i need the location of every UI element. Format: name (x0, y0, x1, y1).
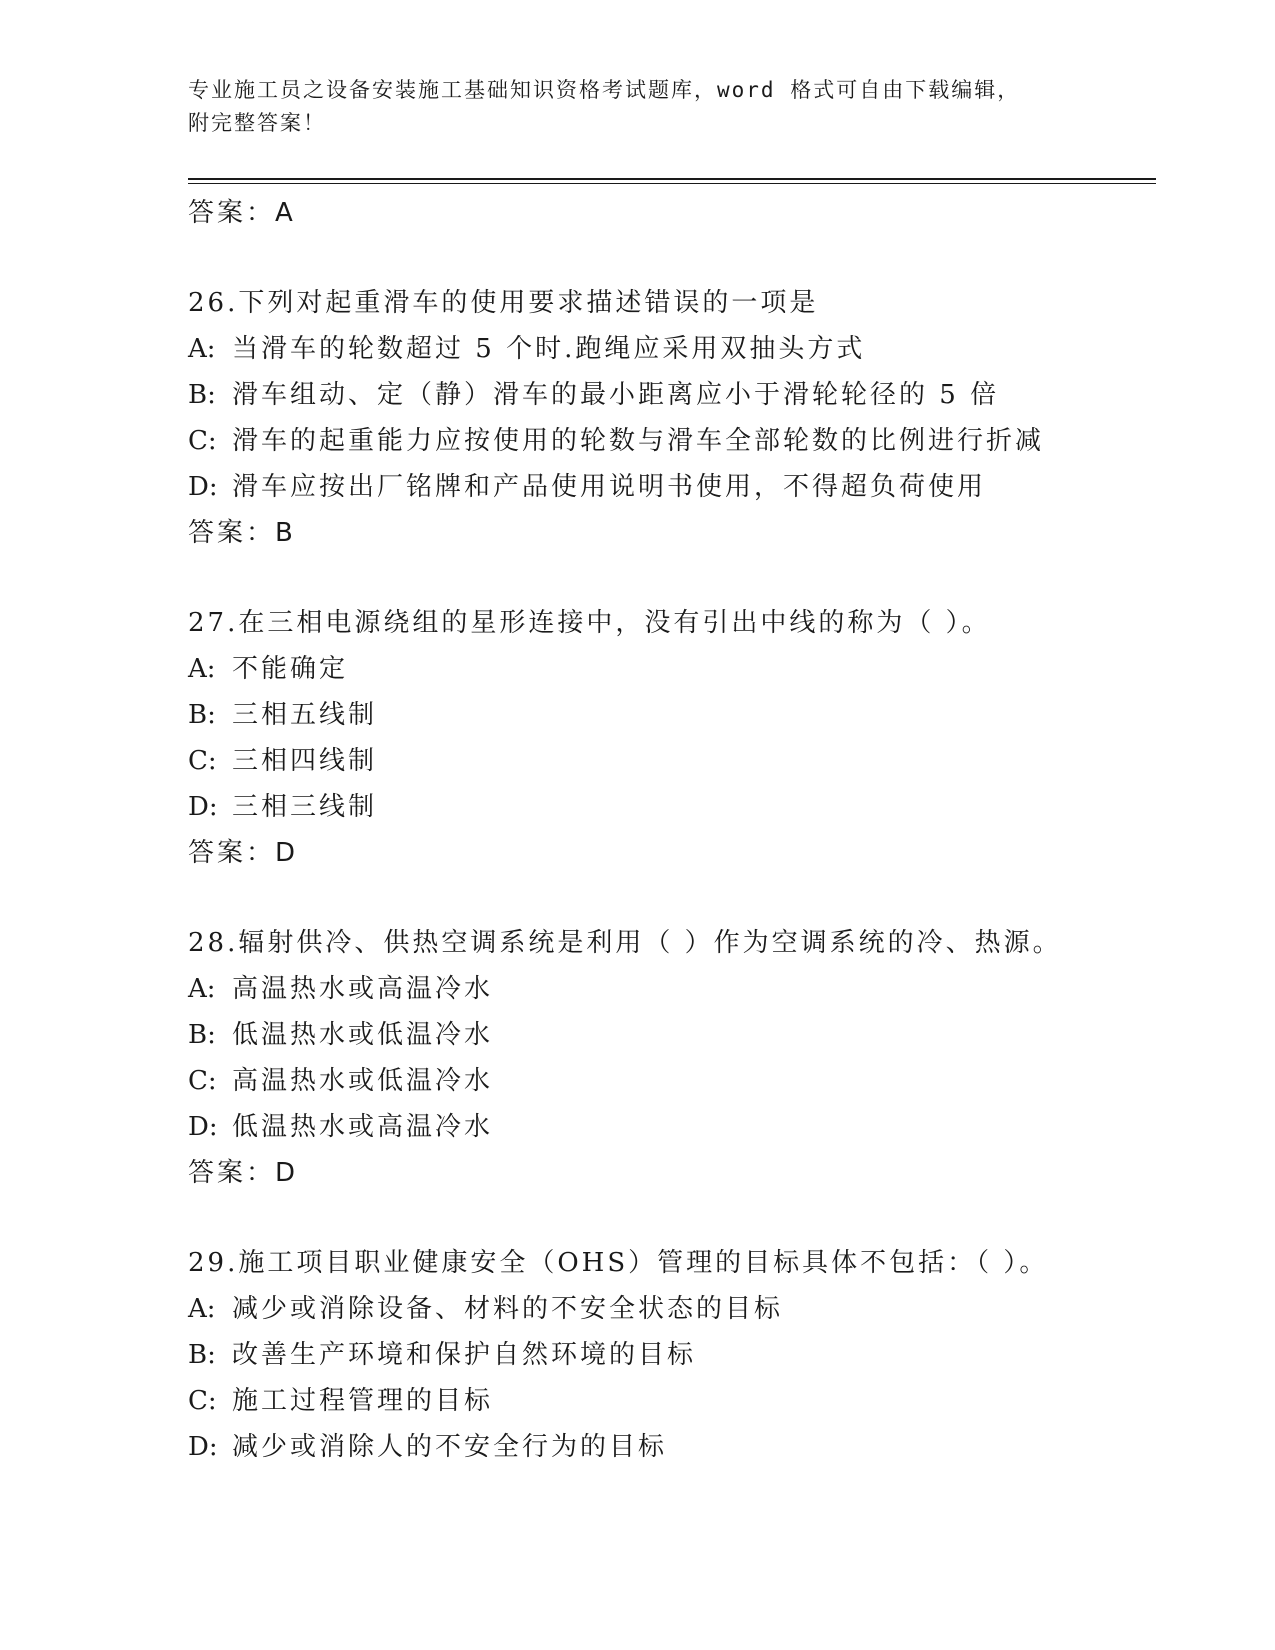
option-key: A: (188, 1294, 216, 1324)
option-d (188, 1424, 1156, 1470)
header-line-2: 附完整答案！ (188, 111, 326, 135)
option-b (188, 1332, 1156, 1378)
option-d (188, 784, 1156, 830)
header-line-1: 专业施工员之设备安装施工基础知识资格考试题库，word 格式可自由下载编辑， (188, 78, 1021, 102)
question-26 (188, 280, 1156, 556)
option-a (188, 966, 1156, 1012)
answer-value: A (275, 198, 294, 228)
answer-label: 答案： (188, 1158, 276, 1188)
option-text: 三相五线制 (232, 700, 378, 730)
answer-label: 答案： (188, 198, 276, 228)
option-c (188, 1058, 1156, 1104)
option-d (188, 1104, 1156, 1150)
option-c (188, 1378, 1156, 1424)
answer-label: 答案： (188, 518, 276, 548)
option-key: B: (188, 1020, 216, 1050)
option-key: C: (188, 426, 217, 456)
option-text: 滑车组动、定（静）滑车的最小距离应小于滑轮轮径的 5 倍 (232, 380, 1000, 410)
answer-line (188, 1150, 1156, 1196)
option-key: A: (188, 654, 216, 684)
answer-value: B (275, 518, 294, 548)
option-key: B: (188, 380, 216, 410)
option-text: 改善生产环境和保护自然环境的目标 (232, 1340, 697, 1370)
option-a (188, 326, 1156, 372)
question-list (188, 190, 1156, 1470)
previous-answer (188, 190, 1156, 236)
option-text: 当滑车的轮数超过 5 个时.跑绳应采用双抽头方式 (232, 334, 866, 364)
option-text: 三相四线制 (232, 746, 378, 776)
answer-value: D (275, 1158, 297, 1188)
question-stem: 29.施工项目职业健康安全（OHS）管理的目标具体不包括：（ ）。 (188, 1248, 1049, 1278)
option-d (188, 464, 1156, 510)
question-28 (188, 920, 1156, 1196)
header-rule-thick (188, 178, 1156, 180)
option-key: A: (188, 334, 216, 364)
option-b (188, 372, 1156, 418)
option-text: 低温热水或低温冷水 (232, 1020, 494, 1050)
option-c (188, 738, 1156, 784)
answer-line (188, 510, 1156, 556)
option-b (188, 692, 1156, 738)
option-a (188, 646, 1156, 692)
answer-value: D (275, 838, 297, 868)
option-key: D: (188, 1432, 218, 1462)
answer-line (188, 830, 1156, 876)
option-b (188, 1012, 1156, 1058)
option-a (188, 1286, 1156, 1332)
header-rule-thin (188, 183, 1156, 184)
option-text: 高温热水或高温冷水 (232, 974, 494, 1004)
answer-label: 答案： (188, 838, 276, 868)
option-text: 减少或消除人的不安全行为的目标 (232, 1432, 668, 1462)
option-key: D: (188, 1112, 218, 1142)
option-text: 滑车的起重能力应按使用的轮数与滑车全部轮数的比例进行折减 (232, 426, 1045, 456)
option-key: C: (188, 1066, 217, 1096)
option-key: C: (188, 746, 217, 776)
option-text: 减少或消除设备、材料的不安全状态的目标 (232, 1294, 784, 1324)
option-text: 不能确定 (232, 654, 349, 684)
option-text: 三相三线制 (232, 792, 378, 822)
option-text: 施工过程管理的目标 (232, 1386, 494, 1416)
option-key: A: (188, 974, 216, 1004)
question-stem: 26.下列对起重滑车的使用要求描述错误的一项是 (188, 288, 819, 318)
question-stem: 28.辐射供冷、供热空调系统是利用（ ）作为空调系统的冷、热源。 (188, 928, 1062, 958)
question-29 (188, 1240, 1156, 1470)
document-header (188, 74, 1088, 140)
option-key: B: (188, 1340, 216, 1370)
option-key: B: (188, 700, 216, 730)
question-stem: 27.在三相电源绕组的星形连接中，没有引出中线的称为（ ）。 (188, 608, 991, 638)
question-27 (188, 600, 1156, 876)
option-text: 低温热水或高温冷水 (232, 1112, 494, 1142)
option-text: 高温热水或低温冷水 (232, 1066, 494, 1096)
option-key: D: (188, 472, 218, 502)
option-key: C: (188, 1386, 217, 1416)
option-c (188, 418, 1156, 464)
option-text: 滑车应按出厂铭牌和产品使用说明书使用，不得超负荷使用 (232, 472, 987, 502)
option-key: D: (188, 792, 218, 822)
